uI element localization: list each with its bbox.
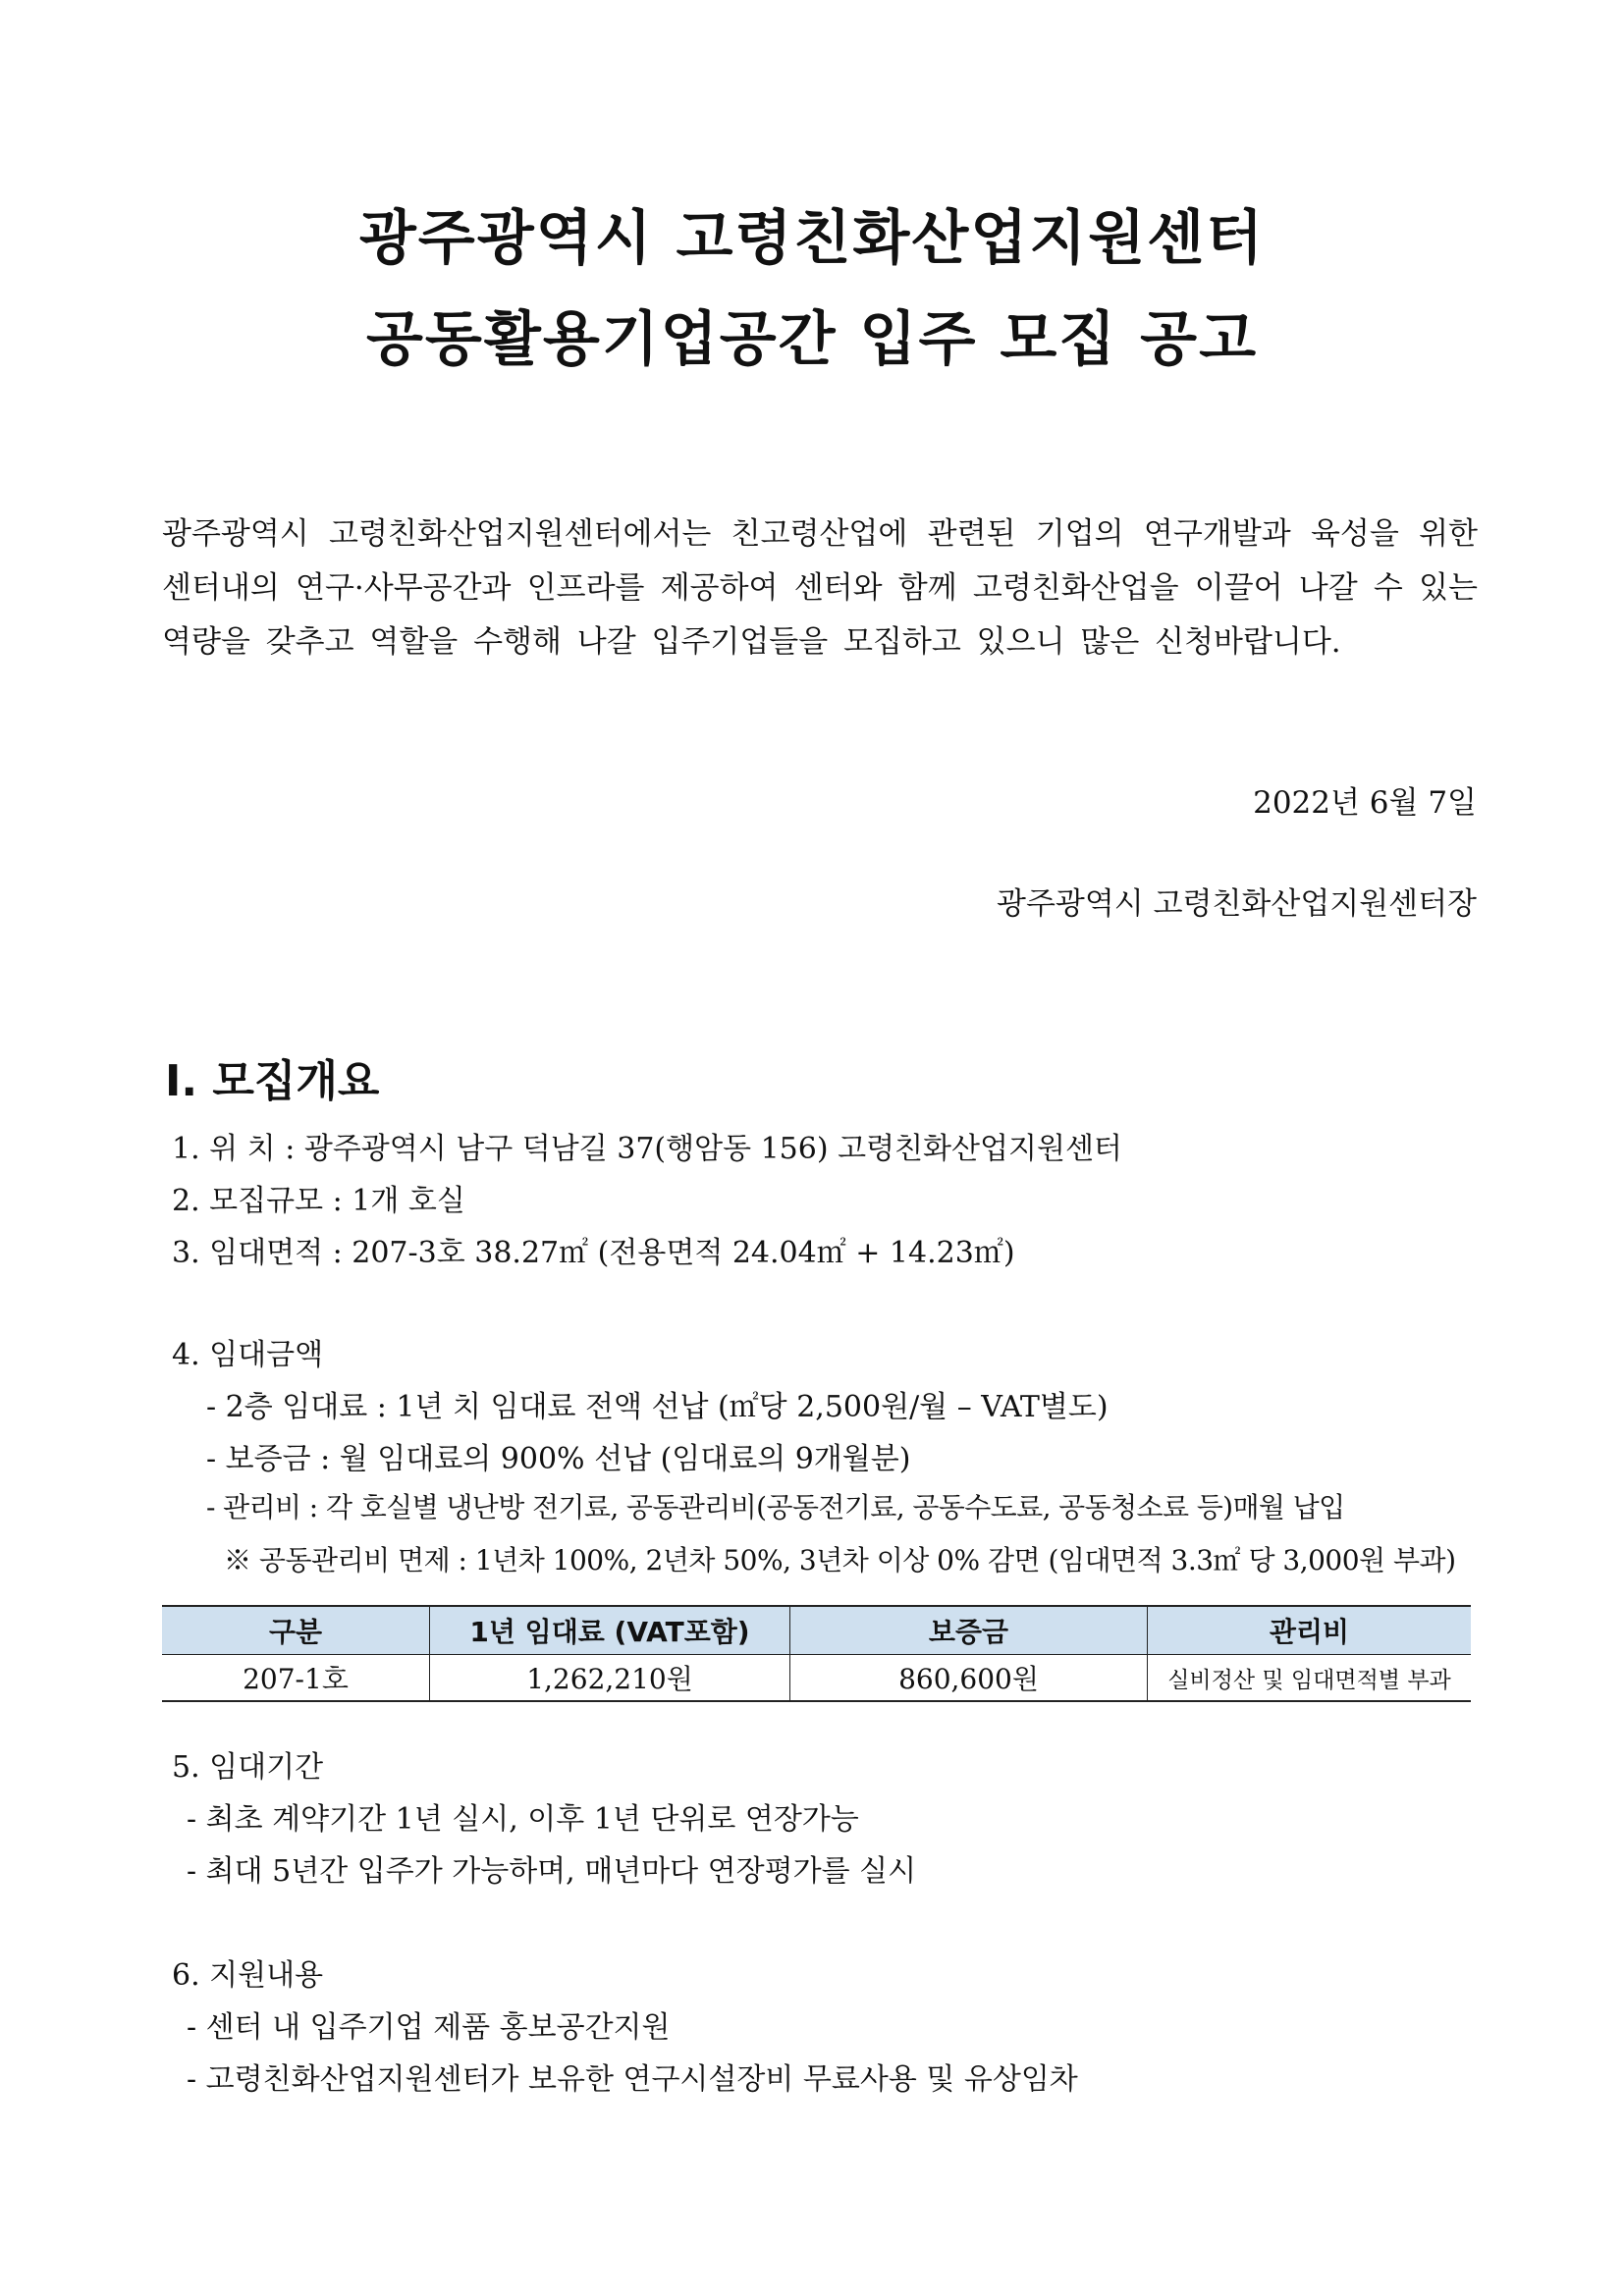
table-cell-deposit: 860,600원: [790, 1655, 1148, 1702]
item-support-label: 6. 지원내용: [172, 1958, 324, 1993]
table-header-category: 구분: [162, 1606, 430, 1655]
title-line-1: 광주광역시 고령친화산업지원센터: [358, 204, 1266, 273]
rent-table: [162, 1605, 1471, 1702]
intro-paragraph: 광주광역시 고령친화산업지원센터에서는 친고령산업에 관련된 기업의 연구개발과 육성을 위한 센터내의 연구·사무공간과 인프라를 제공하여 센터와 함께 고령친화산업을 이끌어 나갈 수 있는 역량을 갖추고 역할을 수행해 나갈 입주기업들을 모집하고 있으니 많은 신청바랍니다.: [162, 516, 1478, 660]
section-heading-recruitment-overview: Ⅰ. 모집개요: [165, 1056, 380, 1106]
table-cell-annual-rent: 1,262,210원: [430, 1655, 790, 1702]
management-fee-exemption-note: ※ 공동관리비 면제 : 1년차 100%, 2년차 50%, 3년차 이상 0% 감면 (임대면적 3.3㎡ 당 3,000원 부과): [224, 1544, 1456, 1576]
table-header-deposit: 보증금: [790, 1606, 1148, 1655]
item-lease-area: 3. 임대면적 : 207-3호 38.27㎡ (전용면적 24.04㎡ + 14.23㎡): [172, 1236, 1015, 1270]
rent-bullet-management-fee: - 관리비 : 각 호실별 냉난방 전기료, 공동관리비(공동전기료, 공동수도료, 공동청소료 등)매월 납입: [206, 1491, 1345, 1523]
item-location: 1. 위 치 : 광주광역시 남구 덕남길 37(행암동 156) 고령친화산업지원센터: [172, 1132, 1122, 1166]
item-recruitment-scale: 2. 모집규모 : 1개 호실: [172, 1184, 465, 1218]
table-cell-management-fee: 실비정산 및 임대면적별 부과: [1148, 1655, 1472, 1702]
table-header-row: [162, 1606, 1471, 1655]
lease-period-bullet-maximum: - 최대 5년간 입주가 가능하며, 매년마다 연장평가를 실시: [187, 1854, 917, 1889]
support-bullet-promotion-space: - 센터 내 입주기업 제품 홍보공간지원: [187, 2010, 671, 2045]
rent-bullet-deposit: - 보증금 : 월 임대료의 900% 선납 (임대료의 9개월분): [206, 1442, 911, 1476]
lease-period-bullet-initial: - 최초 계약기간 1년 실시, 이후 1년 단위로 연장가능: [187, 1802, 859, 1837]
title-line-2: 공동활용기업공간 입주 모집 공고: [365, 305, 1259, 374]
announcement-date: 2022년 6월 7일: [1253, 785, 1477, 821]
table-header-annual-rent: 1년 임대료 (VAT포함): [430, 1606, 790, 1655]
issuer-name: 광주광역시 고령친화산업지원센터장: [997, 886, 1477, 922]
item-rent-amount-label: 4. 임대금액: [172, 1338, 324, 1372]
table-header-management-fee: 관리비: [1148, 1606, 1472, 1655]
rent-bullet-2nd-floor: - 2층 임대료 : 1년 치 임대료 전액 선납 (㎡당 2,500원/월 – VAT별도): [206, 1390, 1109, 1424]
table-cell-room: 207-1호: [162, 1655, 430, 1702]
support-bullet-equipment: - 고령친화산업지원센터가 보유한 연구시설장비 무료사용 및 유상임차: [187, 2062, 1078, 2097]
item-lease-period-label: 5. 임대기간: [172, 1750, 324, 1785]
table-row: [162, 1655, 1471, 1702]
